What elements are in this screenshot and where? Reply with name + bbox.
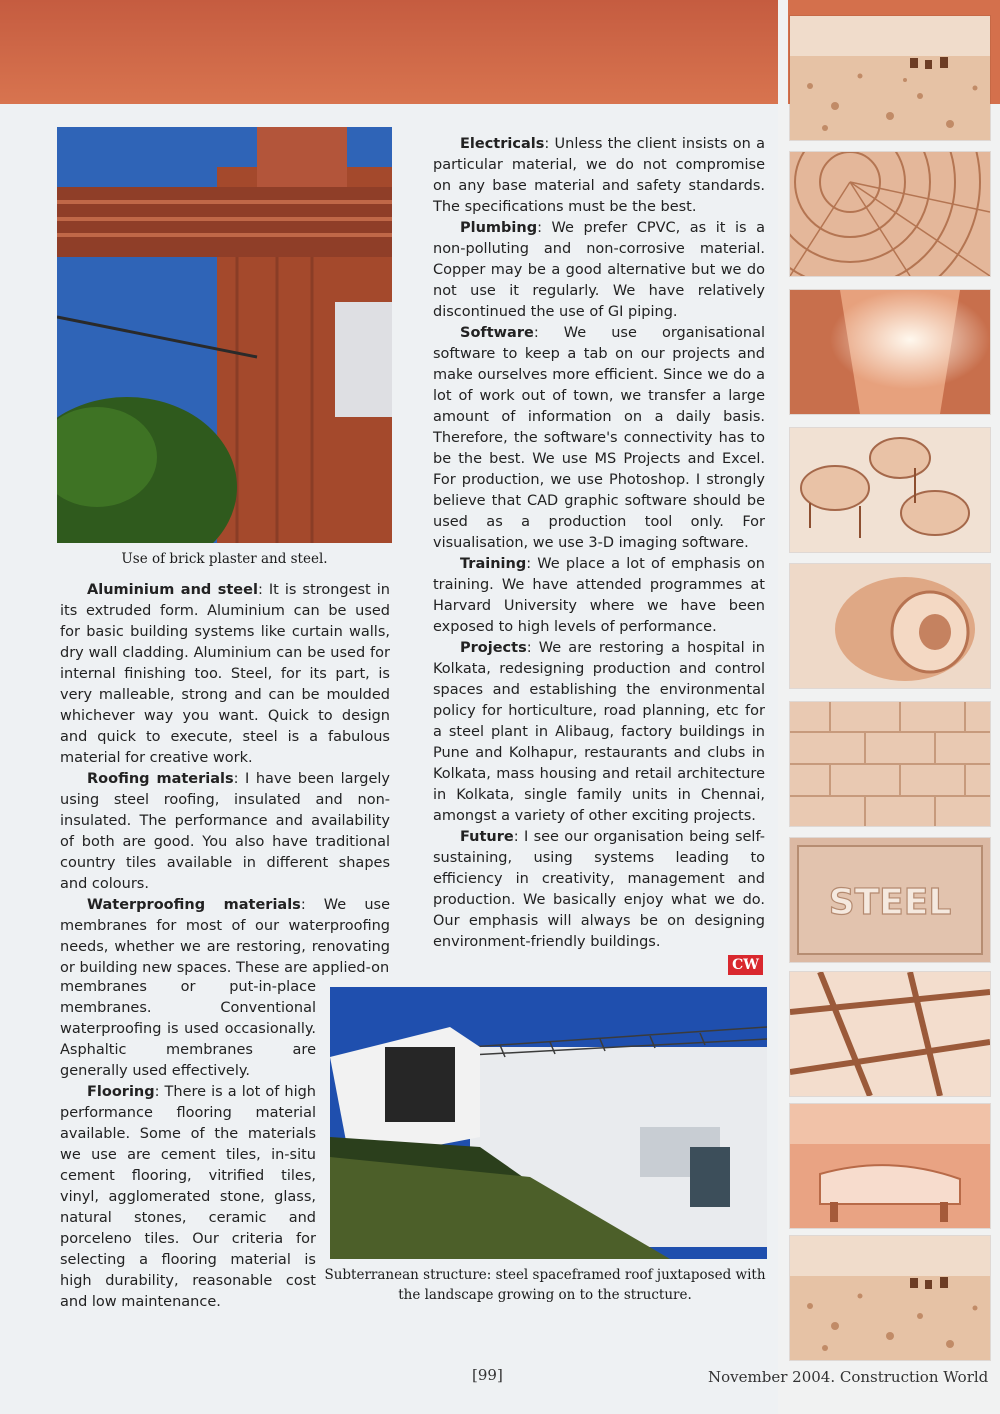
- issue-line: November 2004. Construction World: [708, 1368, 989, 1386]
- page-number: [99]: [472, 1366, 503, 1384]
- heading-software: Software: [460, 325, 534, 341]
- thumbnail-sunlit-shaft: [790, 290, 990, 414]
- right-column: [433, 134, 765, 953]
- left-column-upper: [60, 580, 390, 979]
- para-training: Training: We place a lot of emphasis on training. We have attended programmes at Harvard University where we have been exposed to high levels of performance.: [433, 556, 765, 635]
- para-waterproofing: Waterproofing materials: We use membranes for most of our waterproofing needs, whether we are restoring, renovating or building new spaces. These are applied-on: [60, 897, 391, 976]
- photo-brick-steel: [57, 127, 392, 543]
- heading-future: Future: [460, 829, 514, 845]
- heading-roofing: Roofing materials: [87, 771, 234, 787]
- photo-top-caption: Use of brick plaster and steel.: [121, 551, 328, 567]
- para-flooring: Flooring: There is a lot of high performance flooring material available. Some of the materials we use are cement tiles, in-situ cement flooring, vitrified tiles, vinyl, agglomerated stone, glass, natural stones, ceramic and porceleno tiles. Our criteria for selecting a flooring material is high durability, reasonable cost and low maintenance.: [60, 1084, 316, 1310]
- para-future: Future: I see our organisation being self-sustaining, using systems leading to efficiency in creativity, management and production. We basically enjoy what we do. Our emphasis will always be on designing environment-friendly buildings.: [433, 829, 765, 950]
- heading-projects: Projects: [460, 640, 527, 656]
- steel-sign-label: STEEL: [828, 882, 952, 923]
- heading-flooring: Flooring: [87, 1084, 155, 1100]
- photo-bottom-caption: [320, 1265, 770, 1305]
- thumbnail-steel-frame: [790, 972, 990, 1096]
- heading-plumbing: Plumbing: [460, 220, 538, 236]
- left-column-lower: [60, 977, 316, 1313]
- heading-training: Training: [460, 556, 527, 572]
- heading-waterproofing: Waterproofing materials: [87, 897, 301, 913]
- thumbnail-paving-stones: [790, 152, 990, 276]
- para-aluminium: Aluminium and steel: It is strongest in its extruded form. Aluminium can be used for basic building systems like curtain walls, dry wall cladding. Aluminium can be used for internal finishing too. Steel, for its part, is very malleable, strong and can be moulded whichever way you want. Quick to design and quick to execute, steel is a fabulous material for creative work.: [60, 582, 390, 766]
- thumbnail-furniture: [790, 1104, 990, 1228]
- thumbnail-steel-sign: [790, 838, 990, 962]
- para-software: Software: We use organisational software to keep a tab on our projects and make ourselves more efficient. Since we do a lot of work out of town, we transfer a large amount of information on a daily basis. Therefore, the software's connectivity has to be the best. We use MS Projects and Excel. For production, we use Photoshop. I strongly believe that CAD graphic software should be used as a production tool only. For visualisation, we use 3-D imaging software.: [433, 325, 765, 551]
- para-waterproofing-cont: membranes or put-in-place membranes. Conventional waterproofing is used occasionally. Asphaltic membranes are generally used effectively.: [60, 979, 316, 1079]
- thumbnail-steel-coil: [790, 564, 990, 688]
- heading-electricals: Electricals: [460, 136, 545, 152]
- thumbnail-brick-wall: [790, 702, 990, 826]
- thumbnail-gravel-beach: [790, 16, 990, 140]
- photo-subterranean-structure: [330, 987, 767, 1259]
- thumbnail-paint-tins: [790, 428, 990, 552]
- photo-bottom-caption-line2: the landscape growing on to the structure.: [398, 1287, 692, 1303]
- para-plumbing: Plumbing: We prefer CPVC, as it is a non-polluting and non-corrosive material. Copper may be a good alternative but we do not use it regularly. We have relatively discontinued the use of GI piping.: [433, 220, 765, 320]
- para-electricals: Electricals: Unless the client insists on a particular material, we do not compromise on any base material and safety standards. The specifications must be the best.: [433, 136, 765, 215]
- para-projects: Projects: We are restoring a hospital in Kolkata, redesigning production and control spaces and establishing the environmental policy for horticulture, road planning, etc for a steel plant in Alibaug, factory buildings in Pune and Kolhapur, restaurants and clubs in Kolkata, mass housing and retail architecture in Kolkata, single family units in Chennai, amongst a variety of other exciting projects.: [433, 640, 765, 824]
- heading-aluminium: Aluminium and steel: [87, 582, 258, 598]
- para-roofing: Roofing materials: I have been largely using steel roofing, insulated and non-insulated. The performance and availability of both are good. You also have traditional country tiles available in different shapes and colours.: [60, 771, 390, 892]
- photo-bottom-caption-line1: Subterranean structure: steel spaceframed roof juxtaposed with: [324, 1267, 766, 1283]
- thumbnail-gravel-beach: [790, 1236, 990, 1360]
- header-band: [0, 0, 790, 104]
- cw-end-badge: CW: [728, 955, 763, 975]
